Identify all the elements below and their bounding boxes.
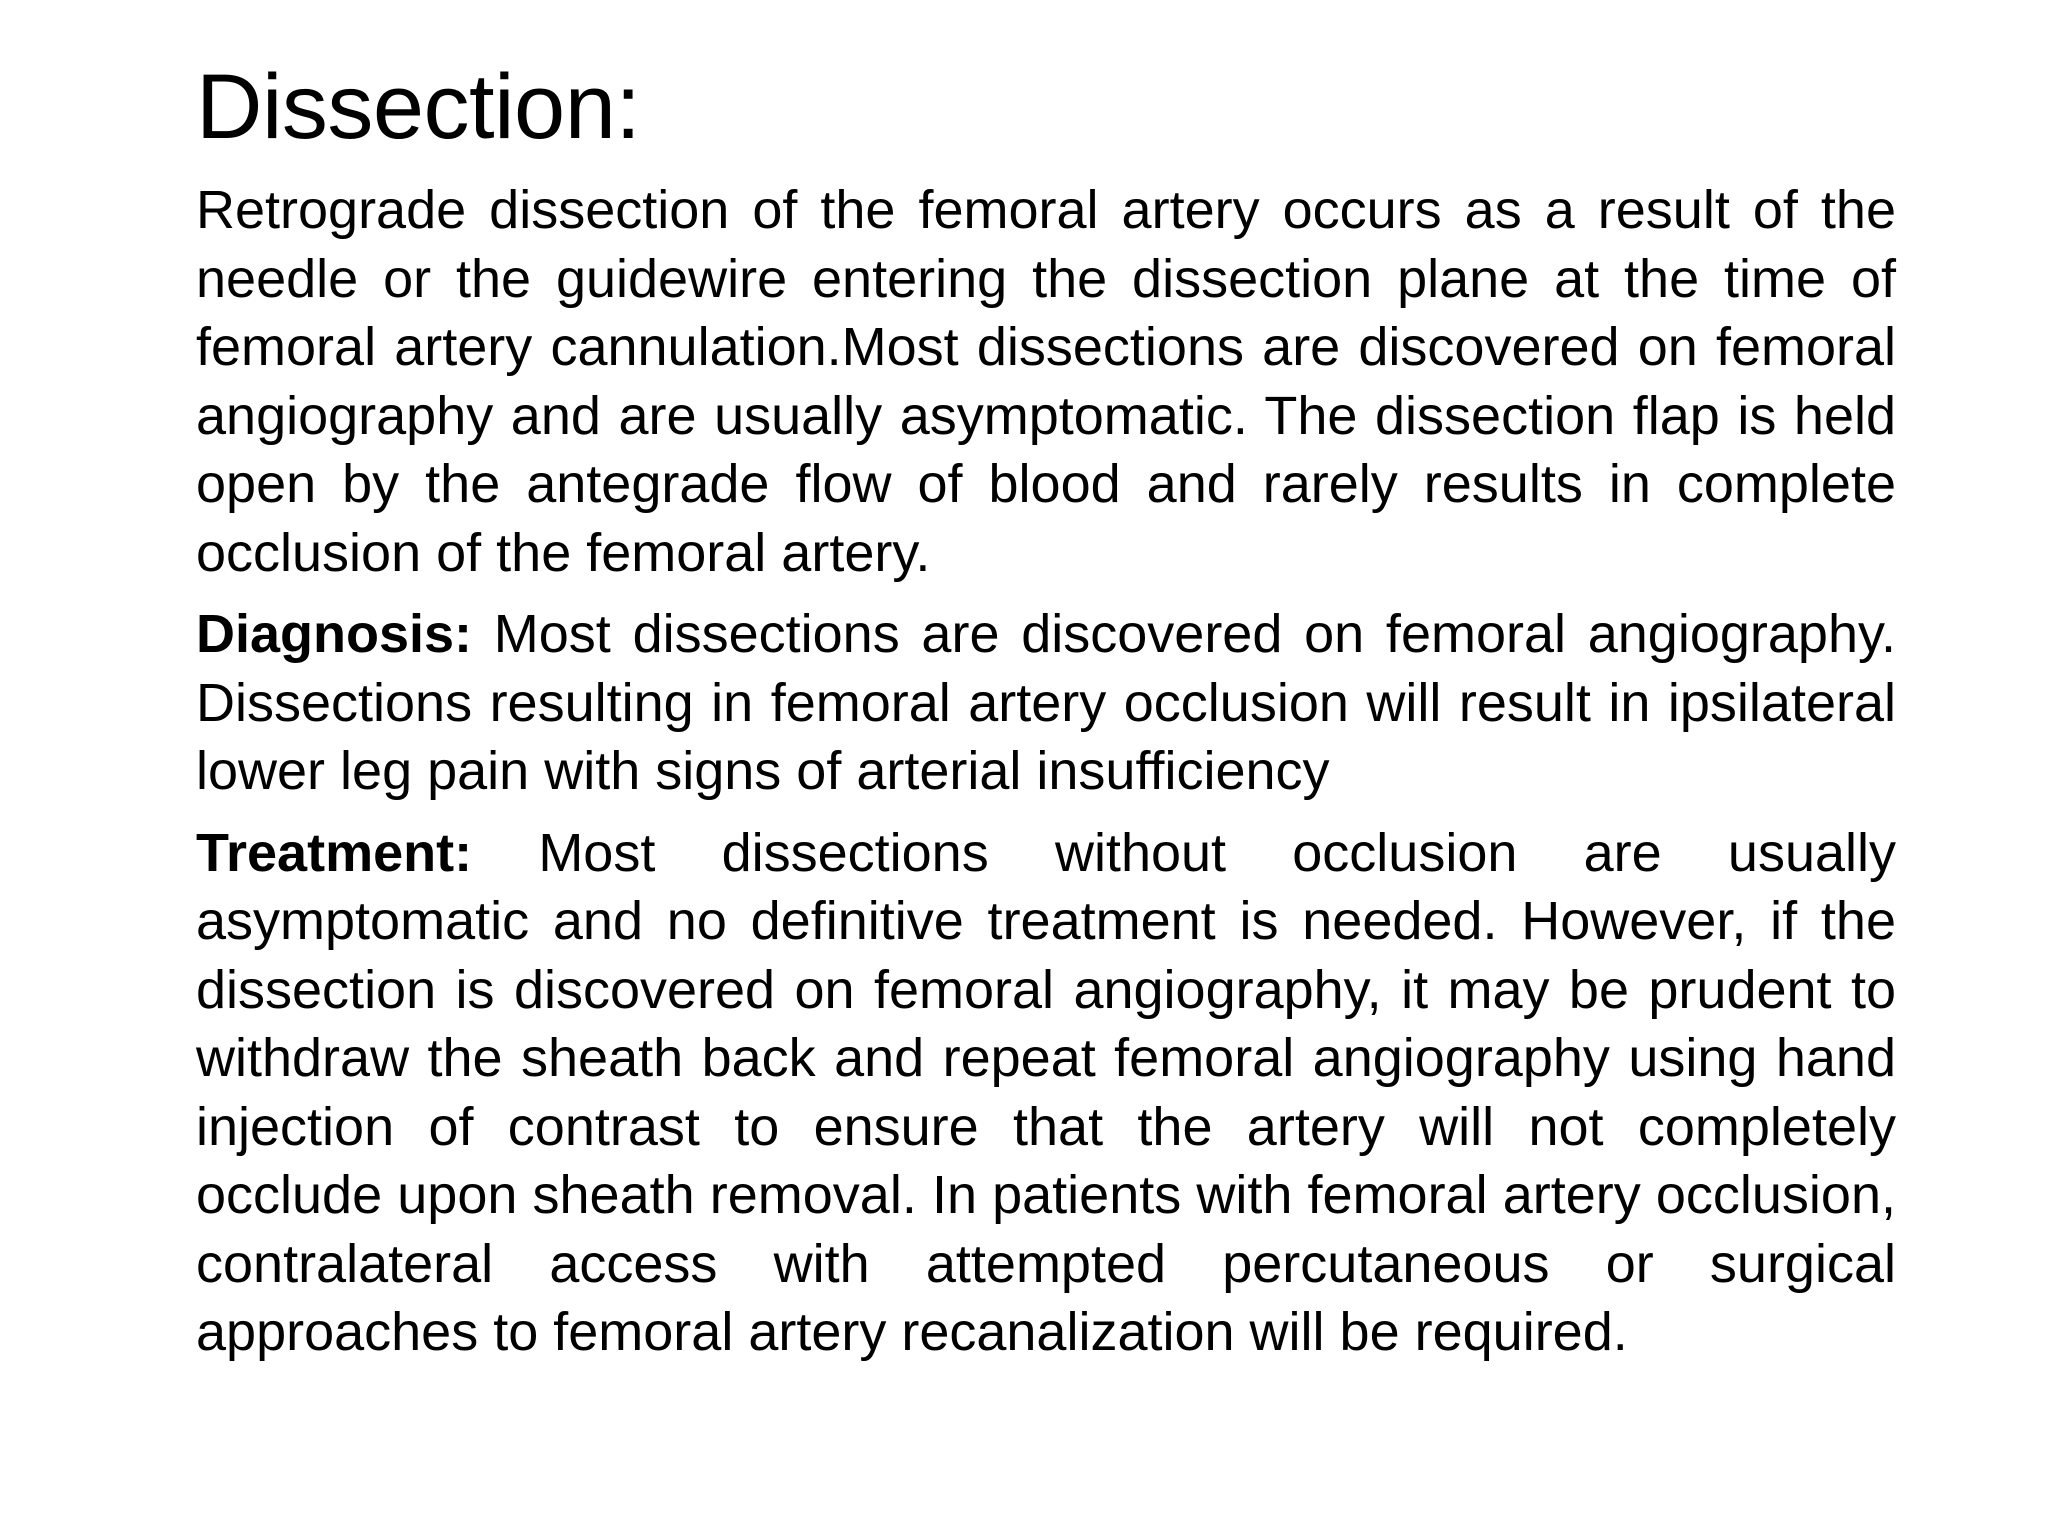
diagnosis-paragraph bbox=[196, 600, 1896, 806]
treatment-paragraph bbox=[196, 819, 1896, 1367]
diagnosis-label: Diagnosis: bbox=[196, 604, 473, 664]
treatment-label: Treatment: bbox=[196, 822, 473, 883]
intro-paragraph: Retrograde dissection of the femoral artery occurs as a result of the needle or the guidewire entering the dissection plane at the time of femoral artery cannulation.Most dissections are discovered on femoral angiography and are usually asymptomatic. The dissection flap is held open by the antegrade flow of blood and rarely results in complete occlusion of the femoral artery. bbox=[196, 180, 1896, 583]
diagnosis-text: Most dissections are discovered on femoral angiography. Dissections resulting in femoral artery occlusion will result in ipsilateral lower leg pain with signs of arterial insufficiency bbox=[196, 604, 1896, 801]
treatment-text: Most dissections without occlusion are usually asymptomatic and no definitive treatment is needed. However, if the dissection is discovered on femoral angiography, it may be prudent to withdraw the sheath back and repeat femoral angiography using hand injection of contrast to ensure that the artery will not completely occlude upon sheath removal. In patients with femoral artery occlusion, contralateral access with attempted percutaneous or surgical approaches to femoral artery recanalization will be required. bbox=[196, 822, 1897, 1362]
slide-content bbox=[196, 52, 1896, 1380]
slide-title: Dissection: bbox=[196, 56, 641, 158]
